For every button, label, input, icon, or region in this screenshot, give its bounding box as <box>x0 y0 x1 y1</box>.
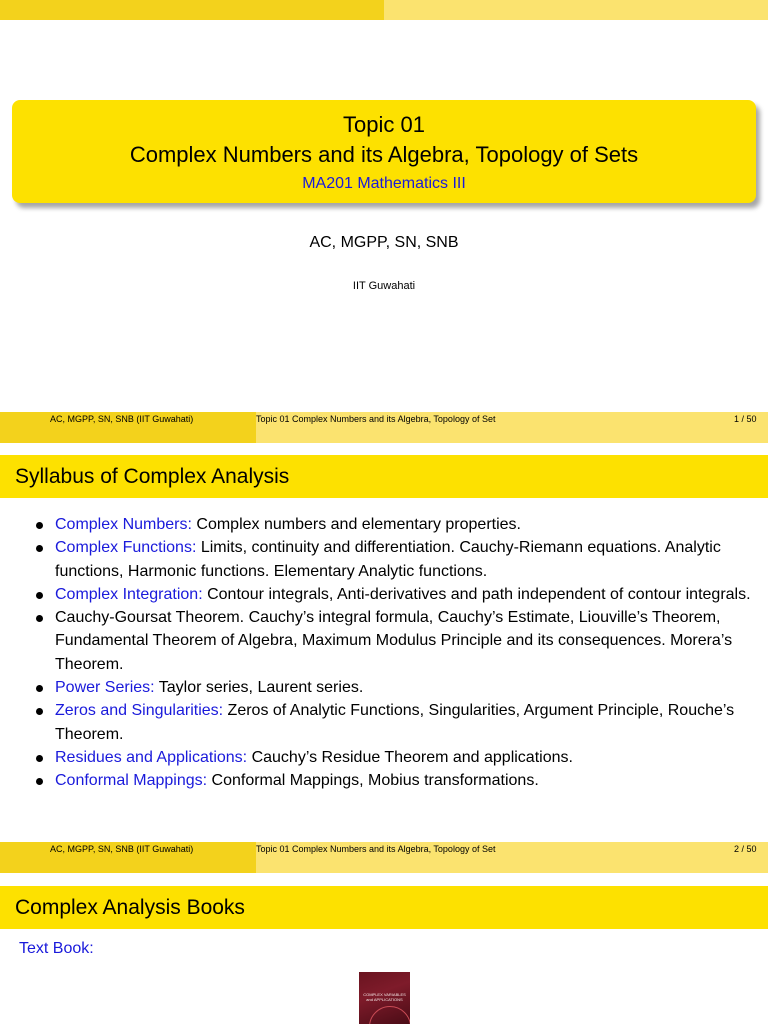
institute: IIT Guwahati <box>352 280 416 292</box>
footer-right <box>256 842 768 873</box>
book-cover-image <box>359 972 410 1024</box>
item-text: Conformal Mappings, Mobius transformations. <box>207 772 539 790</box>
item-topic: Complex Integration: <box>55 585 203 603</box>
bullet-icon <box>36 755 43 762</box>
footer-authors: AC, MGPP, SN, SNB (IIT Guwahati) <box>50 844 194 854</box>
list-item <box>36 583 756 606</box>
list-item <box>36 676 756 699</box>
frame-title: Complex Analysis Books <box>15 896 245 919</box>
top-bar-left <box>0 0 384 20</box>
list-item <box>36 699 756 746</box>
frame-title-bar-slide3 <box>0 886 768 929</box>
item-topic: Conformal Mappings: <box>55 772 208 790</box>
syllabus-list <box>36 513 756 793</box>
title-line1: Topic 01 <box>343 112 425 137</box>
item-text: Taylor series, Laurent series. <box>154 679 364 697</box>
bullet-icon <box>36 685 43 692</box>
footer-slide2 <box>0 842 768 873</box>
footer-left <box>0 842 256 873</box>
footer-title: Topic 01 Complex Numbers and its Algebra, Topology of Set <box>256 414 496 424</box>
list-item <box>36 769 756 792</box>
item-topic: Complex Functions: <box>55 539 197 557</box>
course-name: MA201 Mathematics III <box>302 175 466 192</box>
footer-page-number: 2 / 50 <box>734 844 757 854</box>
footer-right <box>256 412 768 443</box>
list-item <box>36 746 756 769</box>
item-text: Cauchy’s Residue Theorem and applications. <box>247 748 573 766</box>
item-topic: Zeros and Singularities: <box>55 702 224 720</box>
item-topic: Complex Numbers: <box>55 516 192 533</box>
frame-title-bar-slide2 <box>0 455 768 498</box>
footer-page-number: 1 / 50 <box>734 414 757 424</box>
bullet-icon <box>36 592 43 599</box>
bullet-icon <box>36 778 43 785</box>
item-topic: Residues and Applications: <box>55 748 248 766</box>
item-text: Limits, continuity and differentiation. Cauchy-Riemann equations. Analytic functions, Harmonic functions. Elementary Analytic functions. <box>55 539 721 580</box>
slide1-top-bar <box>0 0 768 20</box>
list-item <box>36 513 756 536</box>
authors: AC, MGPP, SN, SNB <box>309 234 459 251</box>
bullet-icon <box>36 708 43 715</box>
item-text: Contour integrals, Anti-derivatives and path independent of contour integrals. <box>202 585 751 603</box>
footer-left <box>0 412 256 443</box>
frame-title: Syllabus of Complex Analysis <box>15 465 290 488</box>
footer-slide1 <box>0 412 768 443</box>
bullet-icon <box>36 522 43 529</box>
item-text: Cauchy-Goursat Theorem. Cauchy’s integral formula, Cauchy’s Estimate, Liouville’s Theorem, Fundamental Theorem of Algebra, Maximum Modulus Principle and its consequences. Morera’s Theorem. <box>55 609 733 673</box>
list-item <box>36 606 756 676</box>
bullet-icon <box>36 615 43 622</box>
title-block <box>12 100 756 203</box>
footer-authors: AC, MGPP, SN, SNB (IIT Guwahati) <box>50 414 194 424</box>
item-topic: Power Series: <box>55 679 155 697</box>
item-text: Zeros of Analytic Functions, Singularities, Argument Principle, Rouche’s Theorem. <box>55 702 735 743</box>
book-cover-title: COMPLEX VARIABLES and APPLICATIONS <box>363 992 406 1002</box>
book-cover-arc <box>369 1006 410 1024</box>
top-bar-right <box>384 0 768 20</box>
item-text: Complex numbers and elementary properties. <box>191 516 521 533</box>
textbook-label: Text Book: <box>19 940 94 957</box>
bullet-icon <box>36 545 43 552</box>
list-item <box>36 536 756 583</box>
title-line2: Complex Numbers and its Algebra, Topology of Sets <box>129 142 639 167</box>
footer-title: Topic 01 Complex Numbers and its Algebra, Topology of Set <box>256 844 496 854</box>
